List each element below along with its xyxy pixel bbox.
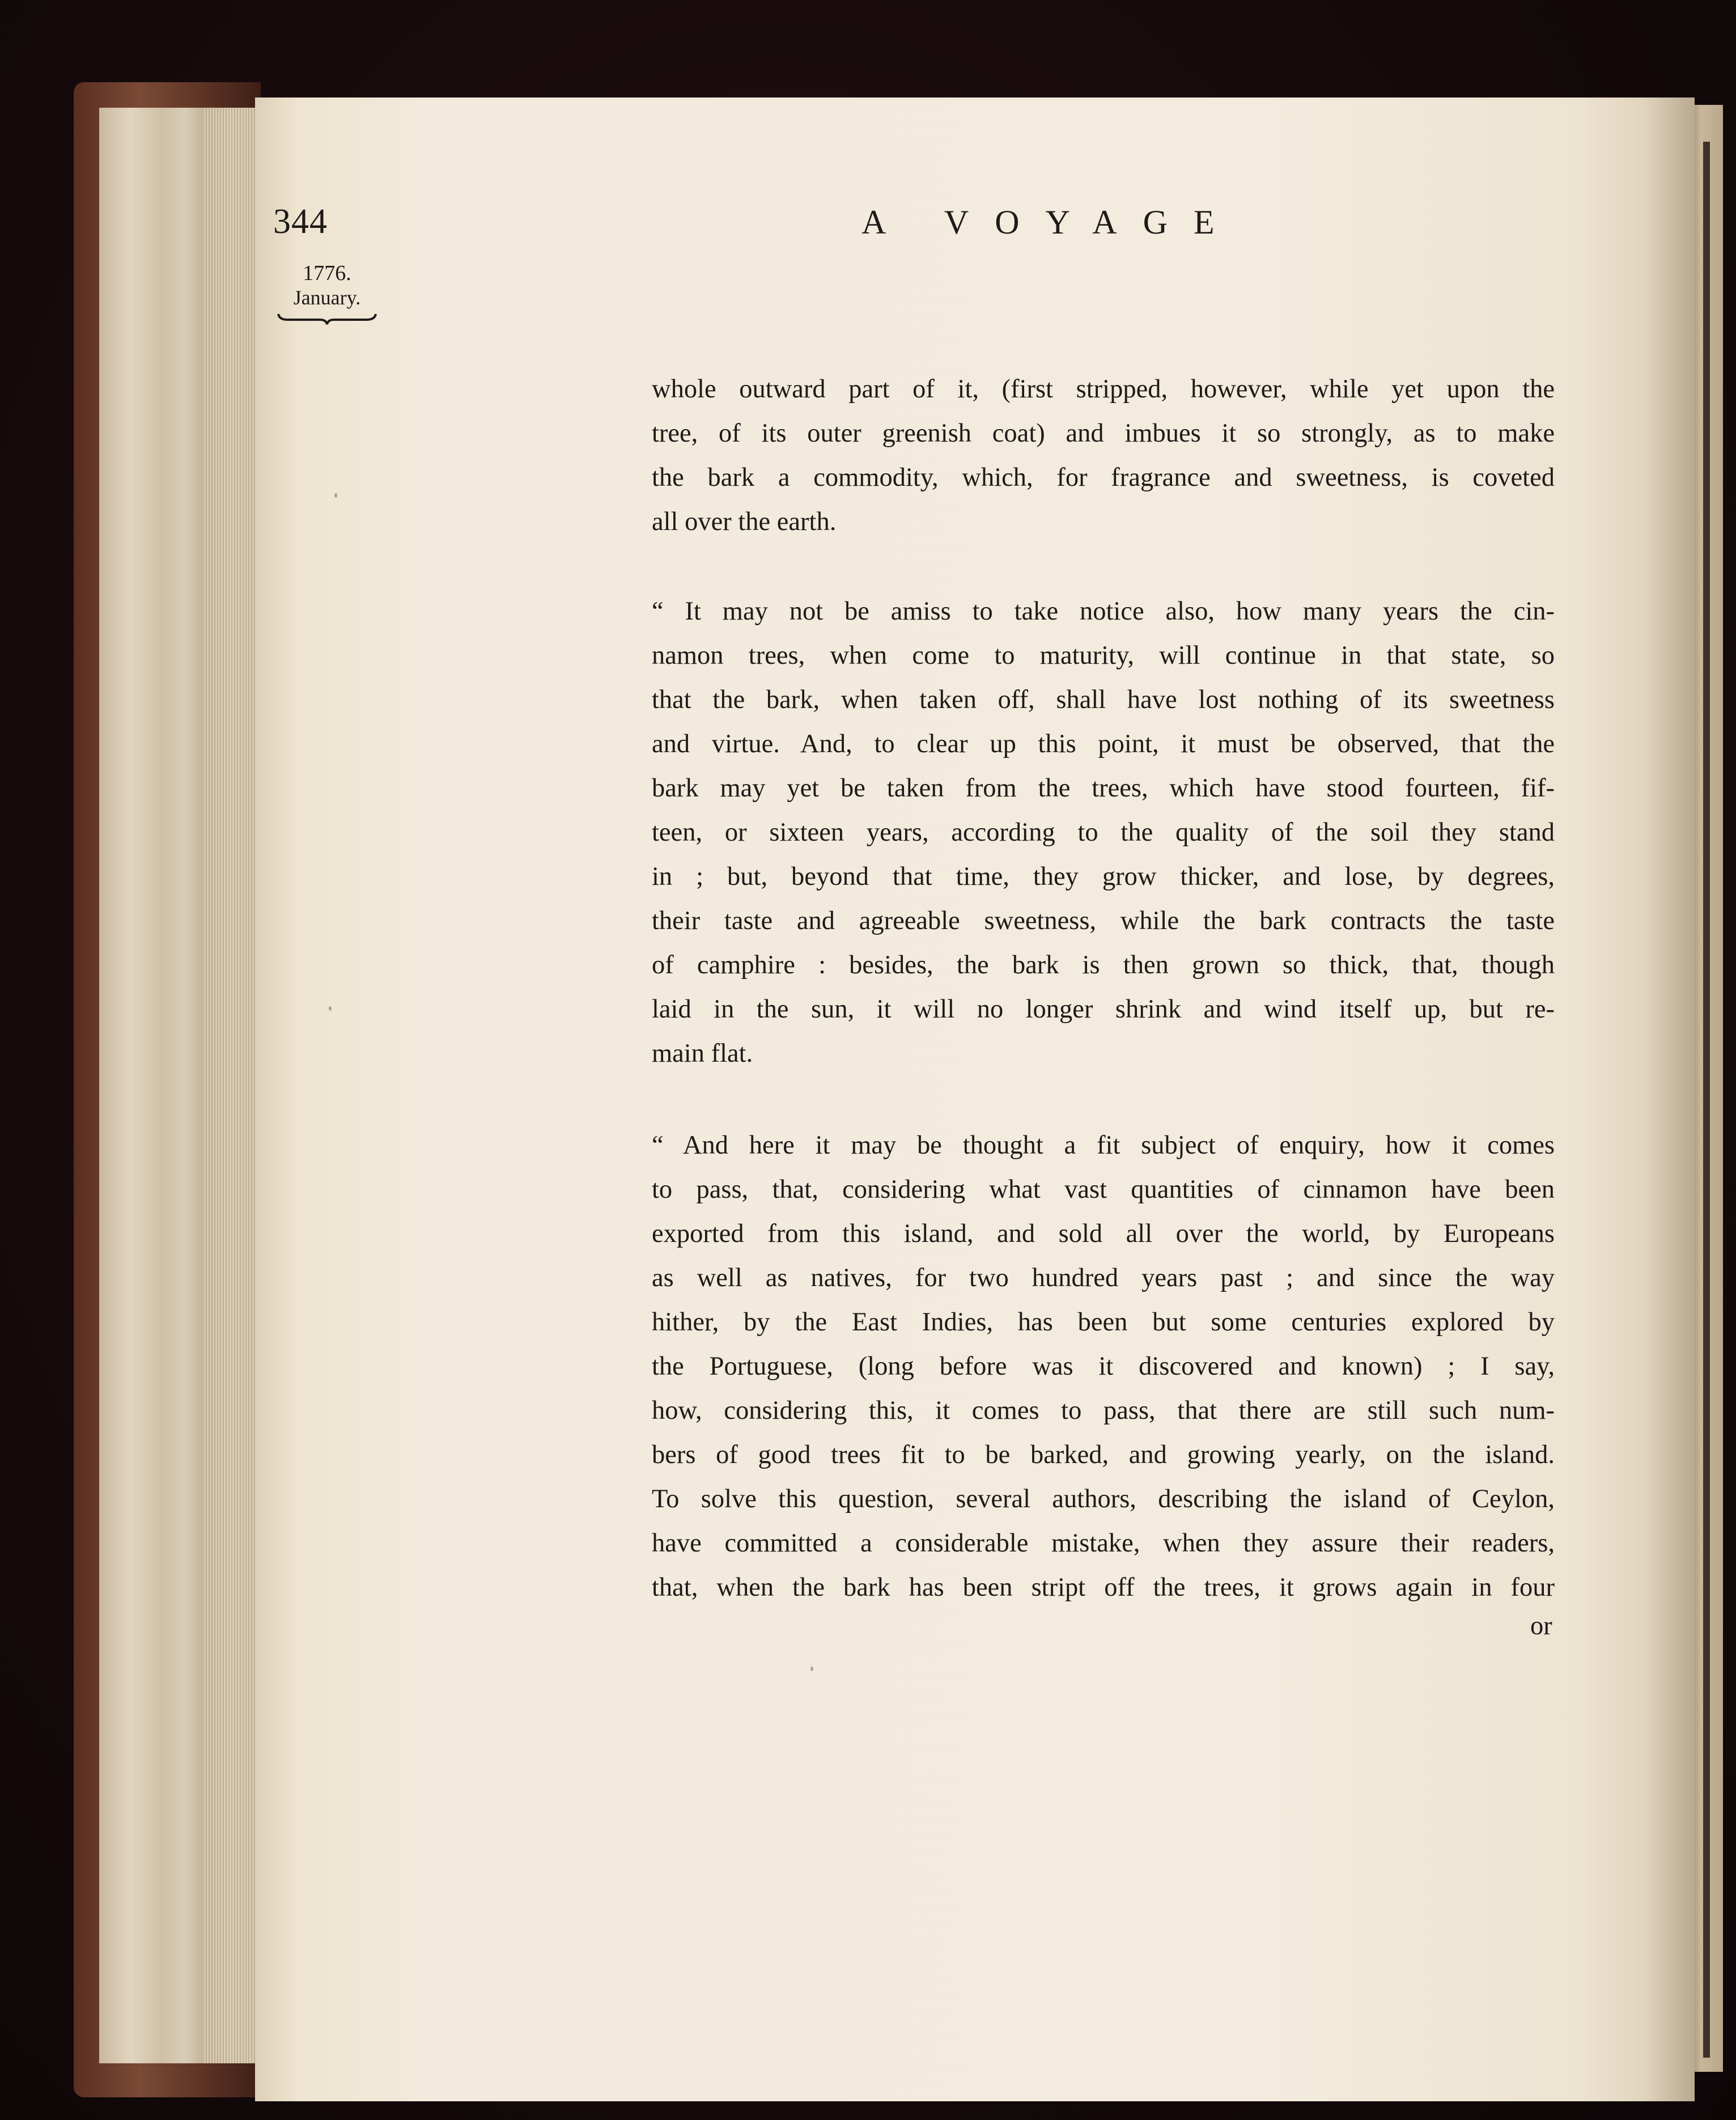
text-line: teen, or sixteen years, according to the quality of the soil they stand xyxy=(652,818,1555,847)
page-speck xyxy=(334,493,337,498)
text-line: in ; but, beyond that time, they grow thicker, and lose, by degrees, xyxy=(652,862,1555,891)
text-line: exported from this island, and sold all over the world, by Europeans xyxy=(652,1219,1555,1248)
text-line: laid in the sun, it will no longer shrink and wind itself up, but re- xyxy=(652,995,1555,1024)
text-line: their taste and agreeable sweetness, while the bark contracts the taste xyxy=(652,906,1555,935)
text-line: that, when the bark has been stript off the trees, it grows again in four xyxy=(652,1573,1555,1602)
text-line: of camphire : besides, the bark is then grown so thick, that, though xyxy=(652,951,1555,980)
text-line: tree, of its outer greenish coat) and imbues it so strongly, as to make xyxy=(652,419,1555,448)
text-line: all over the earth. xyxy=(652,507,837,536)
margin-note-month: January. xyxy=(293,286,361,309)
page-number: 344 xyxy=(273,202,328,241)
page-edge-stripes xyxy=(204,108,261,2063)
margin-note-year: 1776. xyxy=(303,261,351,285)
text-line: “ And here it may be thought a fit subject of enquiry, how it comes xyxy=(652,1131,1555,1160)
running-title: A VOYAGE xyxy=(861,203,1241,241)
text-line: the bark a commodity, which, for fragrance and sweetness, is coveted xyxy=(652,463,1555,492)
page-speck xyxy=(329,1006,332,1011)
brace-ornament-icon xyxy=(276,312,378,325)
text-line: that the bark, when taken off, shall have lost nothing of its sweetness xyxy=(652,685,1555,714)
text-line: bark may yet be taken from the trees, which have stood fourteen, fif- xyxy=(652,774,1555,803)
text-line: have committed a considerable mistake, when they assure their readers, xyxy=(652,1529,1555,1558)
text-line: as well as natives, for two hundred years past ; and since the way xyxy=(652,1263,1555,1292)
gutter-shadow xyxy=(1644,97,1695,2101)
text-line: bers of good trees fit to be barked, and growing yearly, on the island. xyxy=(652,1440,1555,1469)
text-line: to pass, that, considering what vast quantities of cinnamon have been xyxy=(652,1175,1555,1204)
text-line: how, considering this, it comes to pass, that there are still such num- xyxy=(652,1396,1555,1425)
catchword: or xyxy=(1530,1612,1552,1640)
text-line: hither, by the East Indies, has been but some centuries explored by xyxy=(652,1308,1555,1337)
text-line: and virtue. And, to clear up this point, it must be observed, that the xyxy=(652,730,1555,758)
text-line: the Portuguese, (long before was it discovered and known) ; I say, xyxy=(652,1352,1555,1381)
text-line: “ It may not be amiss to take notice also, how many years the cin- xyxy=(652,597,1555,626)
text-line: main flat. xyxy=(652,1039,753,1068)
text-line: whole outward part of it, (first stripped, however, while yet upon the xyxy=(652,375,1555,404)
margin-note xyxy=(273,261,381,325)
text-line: To solve this question, several authors, describing the island of Ceylon, xyxy=(652,1485,1555,1513)
facing-page-gutter xyxy=(1703,142,1710,2058)
paragraph-3 xyxy=(652,1123,1555,1610)
text-line: namon trees, when come to maturity, will continue in that state, so xyxy=(652,641,1555,670)
paragraph-2 xyxy=(652,590,1555,1076)
page-speck xyxy=(810,1667,813,1671)
paragraph-1 xyxy=(652,367,1555,544)
